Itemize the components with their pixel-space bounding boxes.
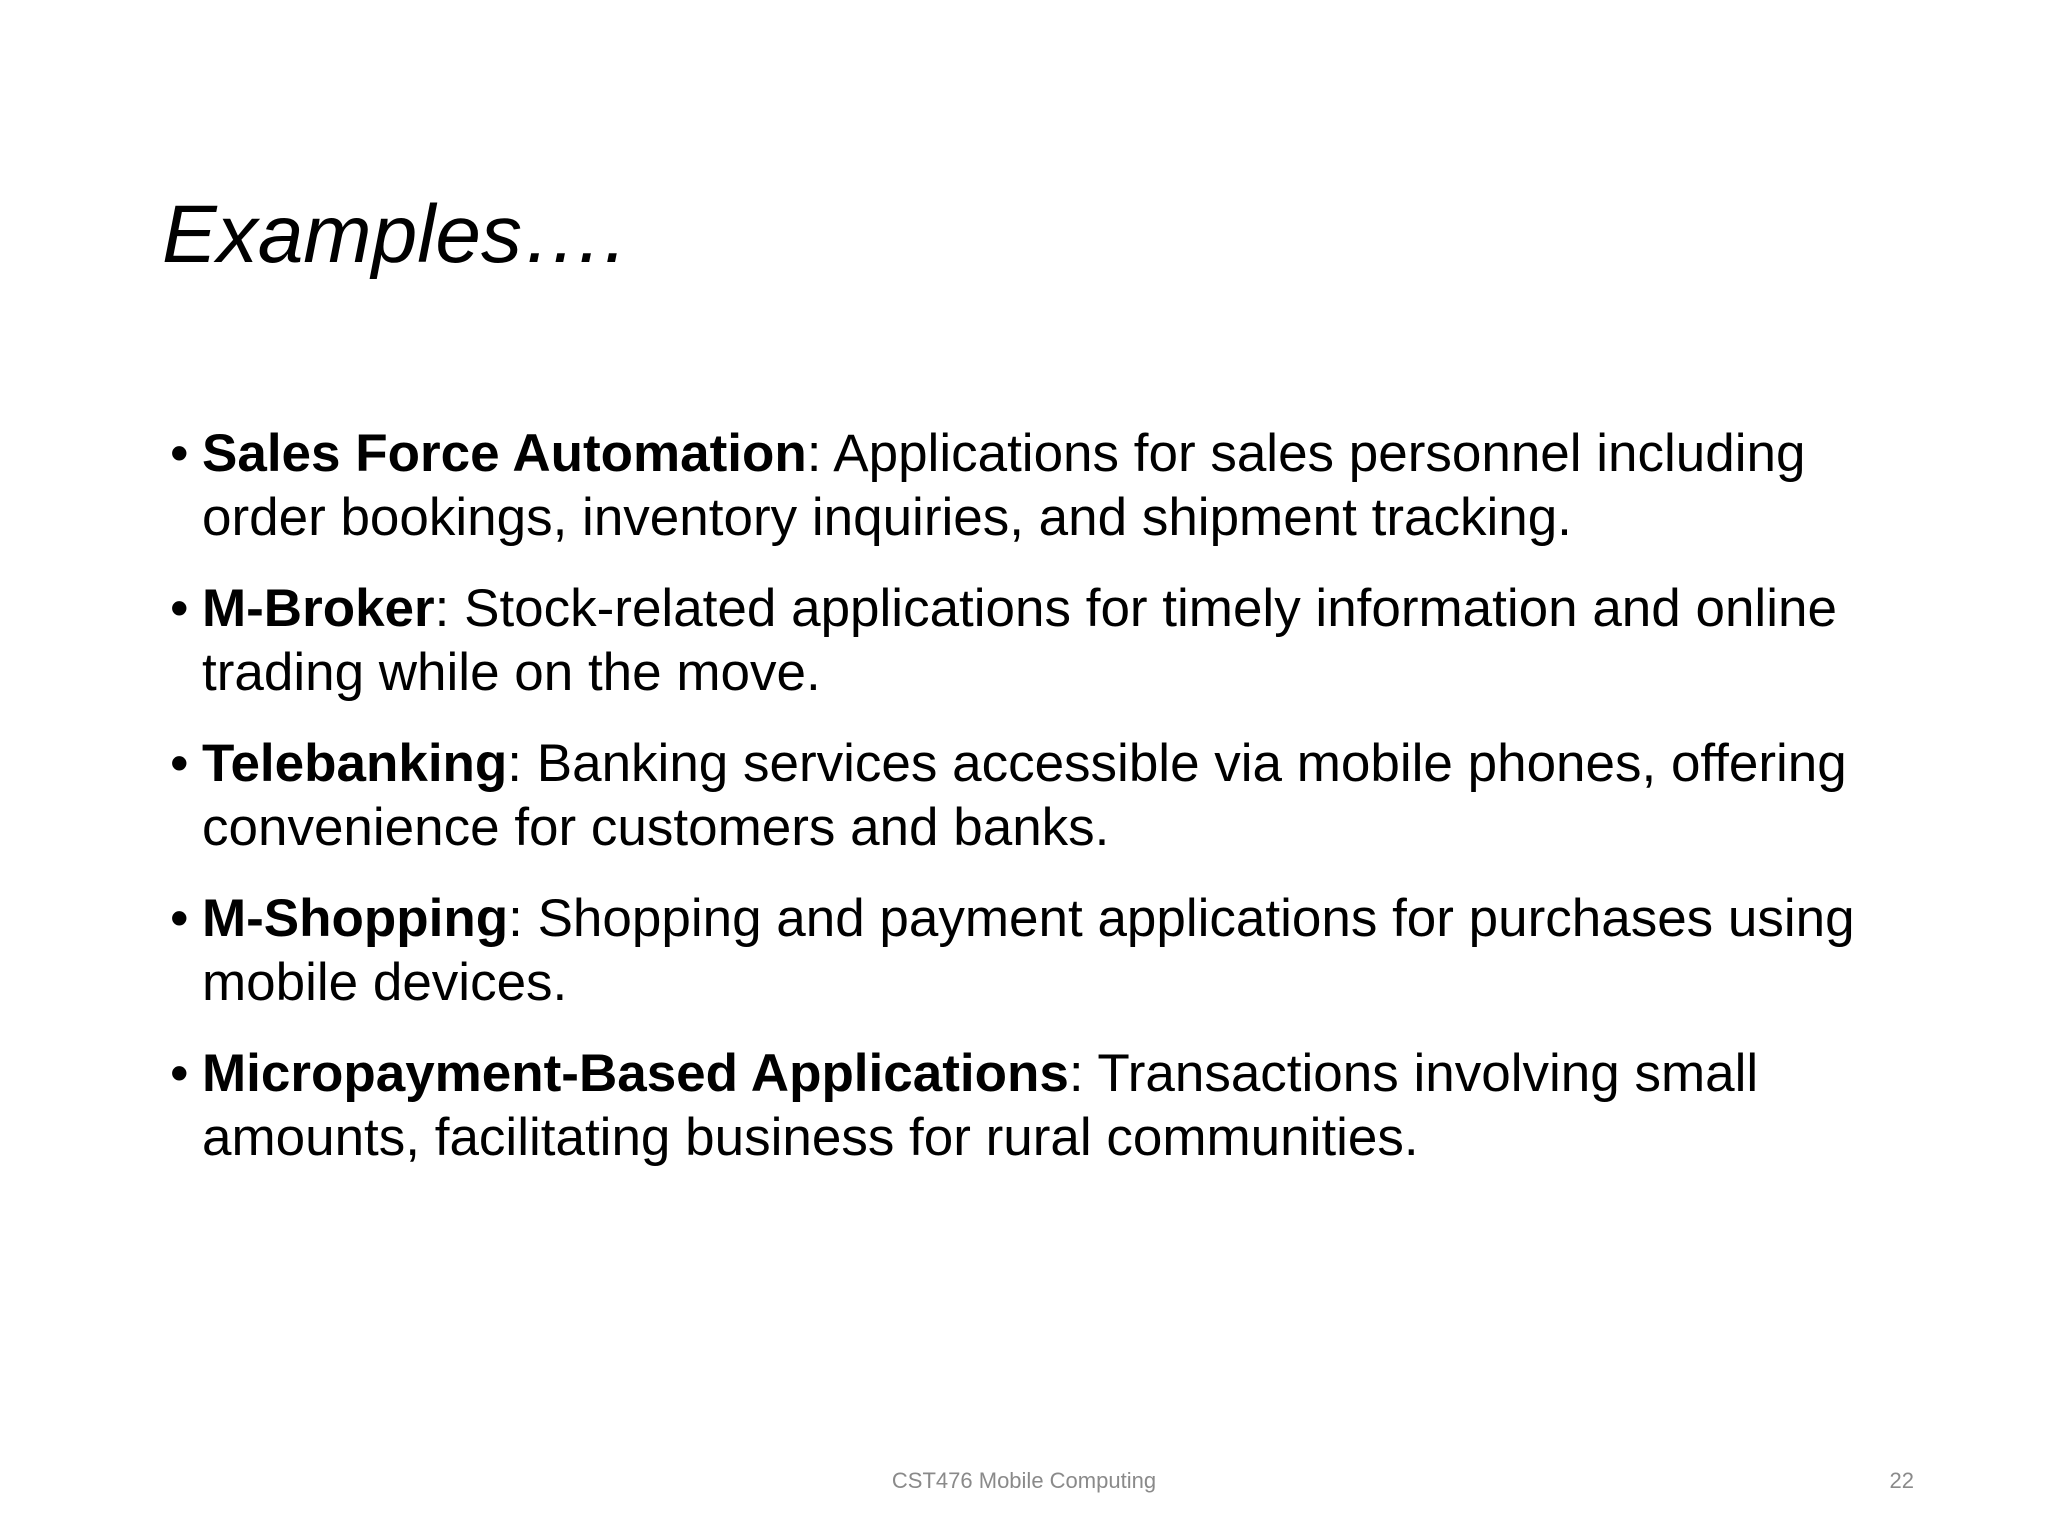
bullet-text: : Shopping and payment applications for purchases using mobile devices. (202, 889, 1855, 1012)
bullet-dot-icon: • (170, 889, 189, 948)
bullet-term: Telebanking (202, 734, 508, 793)
bullet-item (170, 887, 1930, 1015)
bullet-dot-icon: • (170, 424, 189, 483)
bullet-text: : Applications for sales personnel including order bookings, inventory inquiries, and shipment tracking. (202, 424, 1806, 547)
footer-course: CST476 Mobile Computing (891, 1468, 1157, 1493)
bullet-dot-icon: • (170, 1044, 189, 1103)
bullet-text: : Banking services accessible via mobile phones, offering convenience for customers and banks. (202, 734, 1847, 857)
bullet-term: M-Shopping (202, 889, 509, 948)
bullet-dot-icon: • (170, 579, 189, 638)
bullet-item (170, 577, 1930, 705)
bullet-item (170, 1042, 1930, 1170)
bullet-item (170, 732, 1930, 860)
bullet-item (170, 422, 1930, 550)
bullet-dot-icon: • (170, 734, 189, 793)
page-number: 22 (1889, 1468, 1914, 1493)
bullet-term: Micropayment-Based Applications (202, 1044, 1069, 1103)
bullet-text: : Transactions involving small amounts, facilitating business for rural communities. (202, 1044, 1759, 1167)
slide-title: Examples…. (162, 189, 627, 280)
bullet-term: Sales Force Automation (202, 424, 807, 483)
bullet-term: M-Broker (202, 579, 435, 638)
bullet-list (170, 422, 1930, 1197)
bullet-text: : Stock-related applications for timely information and online trading while on the move. (202, 579, 1837, 702)
